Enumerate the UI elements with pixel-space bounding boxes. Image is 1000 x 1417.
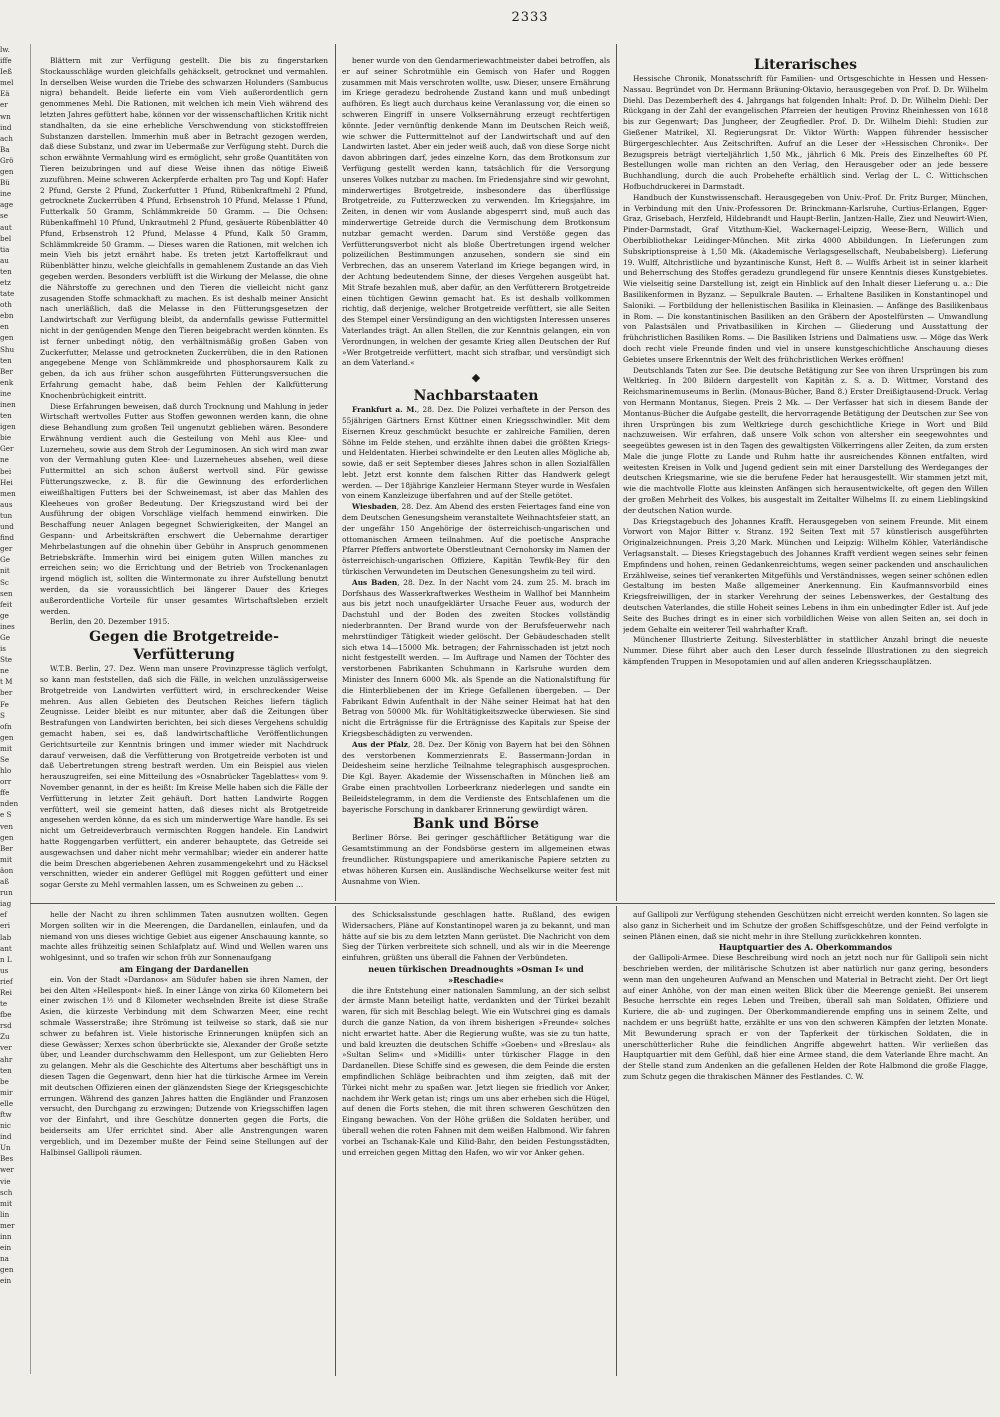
feuilleton-subhead: neuen türkischen Dreadnoughts »Osman I« und »Reschadie« [368,963,584,985]
news-text: Am Abend des ersten Feiertages fand eine von dem Deutschen Genesungsheim veranstaltete Weihnachtsfeier statt, an der ungefähr 150 Angehörige der österreichisch-ungarischen und ottomanischen Armeen teilnahmen. Auf die poetische Ansprache Pfarrer Pfeffers antwortete Oberstleutnant Cernohorsky im Namen der österreichisch-ungarischen Offiziere, Kapitän Tewfik-Bey für den türkischen Verwundeten im Deutschen Genesungsheim zu teil wird. [342,502,610,577]
section-rule [30,903,995,904]
stub-line: tun [0,510,13,520]
stub-line: mit [0,743,13,753]
stub-line: iag [0,899,12,909]
stub-line: wer [0,1165,14,1175]
stub-line: gen [0,167,14,177]
section-head-nachbarstaaten: Nachbarstaaten [413,388,539,405]
stub-line: fbe [0,1010,12,1020]
stub-line: mit [0,854,13,864]
feuilleton-paragraph: auf Gallipoli zur Verfügung stehenden Geschützen nicht erreicht werden konnten. So lagen sie also ganz in Sicherheit und im Schutze der großen Schiffsgeschütze, und der Feind verfolgte in seinen Plänen einen, daß sie nicht mehr in ihre Stellung zurückkehren konnten. [623,910,988,941]
news-text: Der König von Bayern hat bei den Söhnen des verstorbenen Kommerzienrats E. Bassermann-Jordan in Deidesheim seine herzliche Teilnahme telegraphisch ausgesprochen. Die Kgl. Bayer. Akademie der Wissenschaften in München ließ am Grabe einen prachtvollen Lorbeerkranz niederlegen und sandte ein Beileidstelegramm, in dem die Verdienste des Entschlafenen um die bayerische Forschung in dankbarer Erinnerung gewürdigt wären. [342,739,610,814]
stub-line: etz [0,277,11,287]
stub-line: n L [0,954,12,964]
stub-line: eri [0,921,10,931]
stub-line: Zu [0,1032,10,1042]
column-1-lower [40,910,328,1372]
stub-line: find [0,533,15,543]
stub-line: bie [0,433,12,443]
feuilleton-paragraph: der Gallipoli-Armee. Diese Beschreibung wird noch an jetzt noch nur für Gallipoli sein nicht beschrieben werden, der militärische Schutzen ist aber natürlich nur ganz gering, besonders wenn man den ungeheuren Aufwand an Menschen und Material in Betracht zieht. Der Ort liegt auf einer Anhöhe, von der man einen weiten Blick über die Meerenge genießt. Bei unserem Besuche herrschte ein reges Leben und Treiben, überall sah man Soldaten, Offiziere und Kuriere, die ab- und zugingen. Der Oberkommandierende empfing uns in seinem Zelte, und nachdem er uns begrüßt hatte, erzählte er uns von den schweren Kämpfen der letzten Monate. Mit Bewunderung sprach er von der Tapferkeit der türkischen Soldaten, die in unerschütterlicher Ruhe die feindlichen Angriffe abgewehrt hatten. Wir verließen das Hauptquartier mit dem Gefühl, daß hier eine Armee stand, die dem Vaterlande Ehre macht. An der Stelle stand zum Andenken an die gefallenen Helden der Rote Halbmond die große Flagge, zum Schutz gegen die thrakischen Männer des Festlandes. C. W. [623,953,988,1081]
stub-line: Rei [0,987,12,997]
stub-line: rsd [0,1021,12,1031]
news-place: Aus Baden [352,577,398,587]
stub-line: men [0,488,16,498]
column-rule [335,906,336,1376]
stub-line: en [0,322,9,332]
stub-line: bei [0,466,12,476]
stub-line: lw. [0,45,10,54]
stub-line: vie [0,1176,11,1186]
stub-line: e S [0,810,12,820]
stub-line: Ste [0,655,13,665]
stub-line: elle [0,1098,14,1108]
feuilleton-paragraph: ein. Von der Stadt »Dardanos« am Südufer haben sie ihren Namen, der bei den Alten »Hellespont« hieß. In einer Länge von zirka 60 Kilometern bei einer zwischen 1½ und 8 Kilometer wechselnden Breite ist diese Straße Asien, die kürzeste Verbindung mit dem Schwarzen Meer, eine recht schmale Wasserstraße; ihre Strömung ist teilweise so stark, daß sie nur schwer zu befahren ist. Viele historische Erinnerungen knüpfen sich an diese Gewässer; Xerxes schon überbrückte sie, Alexander der Große setzte über, und Leander durchschwamm den Hellespont, um zur Geliebten Hero zu gelangen. Mehr als die Geschichte des Altertums aber beschäftigt uns in diesen Tagen die Gegenwart, denn hier hat die türkische Armee im Verein mit deutschen Offizieren einen der glänzendsten Siege der Kriegsgeschichte errungen. Während des ganzen Jahres hatten die Engländer und Franzosen versucht, den Durchgang zu erzwingen; Dutzende von Kriegsschiffen lagen vor der Einfahrt, und ihre Geschütze donnerten gegen die Forts, die beiderseits am Ufer errichtet sind. Aber alle Anstrengungen waren vergeblich, und im Dezember mußte der Feind seine Stellungen auf der Halbinsel Gallipoli räumen. [40,974,328,1157]
stub-line: mel [0,78,14,88]
stub-line: te [0,999,8,1009]
stub-line: Ber [0,366,13,376]
stub-line: inen [0,400,16,409]
news-item: Wiesbaden, 28. Dez. Am Abend des ersten Feiertages fand eine von dem Deutschen Genesungsheim veranstaltete Weihnachtsfeier statt, an der ungefähr 150 Angehörige der österreichisch-ungarischen und ottomanischen Armeen teilnahmen. Auf die poetische Ansprache Pfarrer Pfeffers antwortete Oberstleutnant Cernohorsky im Namen der österreichisch-ungarischen Offiziere, Kapitän Tewfik-Bey für den türkischen Verwundeten im Deutschen Genesungsheim zu teil wird. [342,502,610,577]
stub-line: ebn [0,311,14,321]
article-paragraph: Berliner Börse. Bei geringer geschäftlicher Betätigung war die Gesamtstimmung an der Fondsbörse gestern im allgemeinen etwas freundlicher. Rüstungspapiere und amerikanische Papiere setzten zu etwas höheren Kursen ein. Ausländische Wechselkurse weiter fest mit Ausnahme von Wien. [342,833,610,886]
stub-line: aß [0,877,10,887]
stub-line: Grö [0,155,14,165]
stub-line: Bü [0,178,10,188]
stub-line: S [0,710,5,720]
stub-line: ne [0,666,9,676]
column-2-lower [342,910,610,1372]
stub-line: nit [0,566,10,576]
stub-line: ef [0,910,7,920]
stub-line: Sc [0,577,9,587]
stub-line: Ge [0,632,10,642]
stub-line: ten [0,1065,12,1075]
news-item: Aus Baden, 28. Dez. In der Nacht vom 24. zum 25. M. brach im Dorfshaus des Wasserkraftwerkes Westheim in Wallhof bei Mannheim aus bis jetzt noch unaufgeklärter Ursache Feuer aus, wodurch der Dachstuhl und der Boden des zweiten Stockes vollständig niederbrannten. Der Brand wurde von der Berufsfeuerwehr nach mehrstündiger Tätigkeit wieder gelöscht. Der Gebäudeschaden stellt sich etwa 14—15000 Mk. betragen; der Fahrnisschaden ist jetzt noch nicht festgestellt werden. — Im Auftrage und Namen der Töchter des verstorbenen Fabrikanten Schuhmann in Karlsruhe wurden dem Minister des Innern 6000 Mk. als Spende an die Nationalstiftung für die Hinterbliebenen der im Kriege Gefallenen übergeben. — Der Fabrikant Edwin Aufenthalt in der Nähe seiner Heimat hat hat den Betrag von 50000 Mk. für Wohltätigkeitszwecke überwiesen. Sie sind nicht die Erträgnisse für die Erträgnisse des Kapitals zur Speise der Kriegsbeschädigten zu verwenden. [342,577,610,739]
stub-line: ten [0,411,12,421]
stub-line: Eä [0,89,10,99]
review-paragraph: Handbuch der Kunstwissenschaft. Herausgegeben von Univ.-Prof. Dr. Fritz Burger, München, in Verbindung mit den Univ.-Professoren Dr. Brinckmann-Karlsruhe, Curtius-Erlangen, Egger-Graz, Grisebach, Herzfeld, Hildebrandt und Haupt-Berlin, Jantzen-Halle, Ziez und Neuwirt-Wien, Pinder-Darmstadt, Graf Vitzthum-Kiel, Wackernagel-Leipzig, Weese-Bern, Willich und Oberbibliothekar Leidinger-München. Mit zirka 4000 Abbildungen. In Lieferungen zum Subskriptionspreise à 1,50 Mk. (Akademische Verlagsgesellschaft, Neubabelsberg). Lieferung 19. Wulff, Altchristliche und byzantinische Kunst, Heft 8. — Wulffs Arbeit ist in seiner klarheit und Beherrschung des Stoffes geradezu grundlegend für unsere Kenntnis dieses Kunstgebietes. Wie vielseitig seine Darstellung ist, zeigt ein Hinblick auf den Inhalt dieser Lieferung u. a.: Die Basilikenformen in Byzanz. — Sepulkrale Bauten. — Erhaltene Basiliken in Konstantinopel und Saloniki. — Fortbildung der hellenistischen Basilika in Kleinasien. — Anfänge des Basilikenbaus in Rom. — Die konstantinischen Basiliken an den Gräbern der Apostelfürsten — Umwandlung von Palastsälen und Privatbasiliken in Kirchen — Gliederung und Ausstattung der frühchristlichen Basiliken Roms. — Die Basiliken Istriens und Dalmatiens usw. — Möge das Werk doch recht viele Freunde finden und viel in unsere kunstgeschichtliche Anschauung dieses Gebietes unsere Erkenntnis der Welt des frühchristlichen Werkes eröffnen! [623,192,988,364]
section-head-literarisches: Literarisches [753,57,858,73]
stub-line: lab [0,932,12,942]
stub-line: Ber [0,843,13,853]
stub-line: se [0,211,8,221]
feuilleton-paragraph: die ihre Entstehung einer nationalen Sammlung, an der sich selbst der ärmste Mann beteiligt hatte, verdankten und der Türkei bezahlt waren, für sich mit Beschlag belegt. Wie ein Wutschrei ging es damals durch die ganze Nation, da von ihrem bisherigen »Freunde« solches nicht erwartet hatte. Aber die Regierung wußte, was sie zu tun hatte, und bald kreuzten die deutschen Schiffe »Goeben« und »Breslau« als »Sultan Selim« und »Midilli« unter türkischer Flagge in den Dardanellen. Diese Schiffe sind es gewesen, die dem Feinde die ersten empfindlichen Schläge beibrachten und ihm zeigten, daß mit der Türkei nicht mehr zu spaßen war. Jetzt liegen sie friedlich vor Anker, nachdem ihr Werk getan ist; rings um uns aber erheben sich die Hügel, auf denen die Forts stehen, die mit ihren schweren Geschützen den Eingang bewachen. Von der Höhe grüßen die Soldaten herüber, und überall wehen die roten Fahnen mit dem weißen Halbmond. Wir fahren vorbei an Tschanak-Kale und Kilid-Bahr, den beiden Festungsstädten, und erreichen gegen Mittag den Hafen, wo wir vor Anker gehen. [342,985,610,1157]
stub-line: wn [0,111,11,121]
stub-line: Hei [0,477,13,487]
stub-line: aus [0,499,13,509]
review-paragraph: Hessische Chronik, Monatsschrift für Familien- und Ortsgeschichte in Hessen und Hessen-Nassau. Begründet von Dr. Hermann Bräuning-Oktavio, herausgegeben von Prof. D. Dr. Wilhelm Diehl. Das Dezemberheft des 4. Jahrgangs hat folgenden Inhalt: Prof. D. Dr. Wilhelm Diehl: Der Rückgang in der Zahl der evangelischen Pfarreien der heutigen Provinz Rheinhessen von 1618 bis zur Gegenwart; Das Jungheer, der Zeugfiedler. Prof. D. Dr. Wilhelm Diehl: Studien zur Gießener Matrikel, XI. Regierungsrat Dr. Viktor Würth: Wappen führender hessischer Bürgergeschlechter. Aus Zeitschriften. Aufruf an die Leser der »Hessischen Chronik«. Der Bezugspreis beträgt vierteljährlich 1,50 Mk., jährlich 6 Mk. Preis des Einzelheftes 60 Pf. Bestellungen wolle man richten an den Verlag, den Herausgeber oder an jede bessere Buchhandlung, durch die auch Probehefte erhältlich sind. Verlag der L. C. Wittichschen Hofbuchdruckerei in Darmstadt. [623,74,988,191]
article-paragraph: Diese Erfahrungen beweisen, daß durch Trocknung und Mahlung in jeder Wirtschaft wertvolles Futter aus Stoffen gewonnen werden kann, die ohne diese Behandlung zum großen Teil ungenutzt geblieben wären. Besondere Erwähnung verdient auch die Gesteilung von Mehl aus Klee- und Luzerneheu, sowie aus dem Stroh der Leguminosen. An sich wird man zwar von der Vermahlung guten Klee- und Luzerneheues absehen, weil diese Futtermittel an sich schon äußerst wertvoll sind. Für gewisse Fütterungszwecke, z. B. für die Gewinnung des erforderlichen eiweißhaltigen Futters bei der Schweinemast, ist aber das Mahlen des Kleeheues von großer Bedeutung. Der Kriegszustand wird bei der Ausführung der obigen Vorschläge vielfach hemmend einwirken. Die Beschaffung neuer Anlagen begegnet Schwierigkeiten, der Mangel an Gespann- und Arbeitskräften erschwert die Uebernahme derartiger Mehrbelastungen auf die ohnehin über Gebühr in Anspruch genommenen Betriebskräfte. Immerhin wird bei einigem guten Willen manches zu erreichen sein; wo die Errichtung und der Betrieb von Trockenanlagen irgend möglich ist, sollten die Wintermonate zu ihrer Aufstellung benutzt werden, da sie voraussichtlich bei längerer Dauer des Krieges außerordentliche Vorteile für unser gesamtes Wirtschaftsleben erzielt werden. [40,401,328,616]
news-place: Frankfurt a. M. [352,405,417,415]
stub-line: ind [0,1132,12,1142]
stub-line: ge [0,610,9,620]
feuilleton-paragraph: helle der Nacht zu ihren schlimmen Taten ausnutzen wollten. Gegen Morgen sollten wir in die Meerengen, die Dardanellen, einlaufen, und da niemand von uns dieses wichtige Gebiet aus eigener Anschauung kannte, so machte alles frühzeitig seinen Schlafplatz auf. Wind und Wellen waren uns wohlgesinnt, und so trafen wir schon früh zur Sonnenaufgang [40,910,328,963]
stub-line: ant [0,943,12,953]
article-paragraph: bener wurde von den Gendarmeriewachtmeister dabei betroffen, als er auf seiner Schrotmühle ein Gemisch von Hafer und Roggen zusammen mit Mais verschroten wollte, usw. Dieser, unsere Ernährung im Kriege geradezu bedrohende Zustand kann und muß unbedingt aufhören. Es liegt auch durchaus keine Veranlassung vor, die einen so schweren Eingriff in unsere Volksernährung erzeugt rechtfertigen könnte. Jeder vernünftig denkende Mann im Deutschen Reich weiß, wie schwer die Futtermittelnot auf der Landwirtschaft und auf den Landwirten lastet. Aber ein jeder weiß auch, daß von diese Sorge nicht davon abbringen darf, jedes einzelne Korn, das dem Brotkonsum zur Verfügung gestellt werden kann, tatsächlich für die Versorgung unseres Volkes nutzbar zu machen. Im Friedensjahre sind wir gewohnt, minderwertiges Brotgetreide, insbesondere das überflüssige Brotgetreide, zu Futterzwecken zu verwenden. Im Kriegsjahre, im Zeiten, in denen wir vom Auslande abgesperrt sind, muß auch das minderwertige Getreide durch die Vermischung dem Brotkonsum nutzbar gemacht werden. Darum sind Verstöße gegen das Verfütterungsverbot nicht als bloße Übertretungen irgend welcher polizeilichen Bestimmungen anzusehen, sondern sie sind ein Verbrechen, das an unserem Vaterland im Kriege begangen wird, in der Achtung bedeutendem Sinne, der dieses Vergehen ausgeübt hat. Mit Strafe bezahlen muß, aber dafür, an den Verfütterern Brotgetreide einen tüchtigen Gewinn gemacht hat. Es ist deshalb vollkommen richtig, daß derjenige, welcher Brotgetreide verfüttert, sie alle Seiten des Stempel einer Versündigung an den wichtigsten Interessen unseres Vaterlandes trägt. An allen Stellen, die zur Kenntnis gelangen, ein von Verordnungen, in welchen der gesamte Krieg allen Deutschen der Ruf »Wer Brotgetreide verfüttert, macht sich strafbar, und versündigt sich an dem Vaterland.« [342,56,610,368]
stub-line: ach [0,133,13,143]
stub-line: sen [0,588,13,598]
stub-line: ten [0,355,12,365]
stub-line: is [0,644,6,654]
news-place: Aus der Pfalz [352,739,408,749]
article-paragraph: W.T.B. Berlin, 27. Dez. Wenn man unsere Provinzpresse täglich verfolgt, so kann man feststellen, daß sich die Fälle, in welchen unzulässigerweise Brotgetreide von Landwirten verfüttert wird, in erschreckender Weise mehren. Aus allen Gebieten des Deutschen Reiches liefern täglich Zeugnisse. Leider bleibt es nur mitunter, aber daß die Zeitungen über Bestrafungen von Landwirten berichten, bei sich dieses Vergehens schuldig gemacht haben, sei es, daß landwirtschaftliche Veröffentlichungen Gerichtsurteile zur Kenntnis bringen und immer wieder mit Nachdruck darauf verweisen, daß die Verfütterung von Brotgetreide verboten ist und daß Uebertretungen streng bestraft werden. Um ein Beispiel aus vielen herauszugreifen, sei eine Mitteilung des »Osnabrücker Tageblattes« vom 9. November genannt, in der es heißt: Im Kreise Melle haben sich die Fälle der Verfütterung in letzter Zeit gehäuft. Dort hatten Landwirte Roggen verfüttert, weil sie gemeint hatten, daß dieses nicht als Brotgetreide angesehen werden könne, da es sich um minderwertige Ware handle. Es sei nicht um Getreideverbrauch vermischten Roggen handele. Ein Landwirt hatte Roggengarben verfüttert, ein anderer behauptete, das Getreide sei ausgewachsen und daher nicht mehr vermahlbar; wieder ein anderer hatte die beim Dreschen abgeriebenen Aehren zusammengekehrt und zu Häcksel verschnitten, wieder ein anderer Geflügel mit Roggen gefüttert und einer sogar Gerste zu Mehl vermahlen lassen, um es Schweinen zu geben … [40,664,328,890]
stub-line: Shu [0,344,15,354]
column-2-upper [342,56,610,899]
stub-line: igen [0,422,16,432]
stub-line: gen [0,1265,14,1275]
stub-line: ven [0,821,13,831]
stub-line: er [0,100,8,110]
stub-line: feit [0,599,13,609]
article-paragraph: Blättern mit zur Verfügung gestellt. Die bis zu fingerstarken Stockausschläge wurden gleichfalls gehäckselt, getrocknet und vermahlen. In derselben Weise wurden die Triebe des schwarzen Holunders (Sambucus nigra) behandelt. Beide lieferte ein vom Vieh außerordentlich gern genommenes Mehl. Die Rationen, mit welchen ich mein Vieh während des letzten Jahres gefüttert habe, können vor der wissenschaftlichen Kritik nicht standhalten, da sie eine erhebliche Verschwendung von stickstofffreien Substanzen darstellen. Immerhin muß aber in Betracht gezogen werden, daß diese Substanz, und zwar im Uebermaße zur Verfügung steht. Durch die schon erwähnte Vermahlung wird es ermöglicht, sehr große Quantitäten von Tieren beizubringen und auf diese Weise ihnen das nötige Eiweiß zuzuführen. Meine schweren Ackerpferde erhalten pro Tag und Kopf: Hafer 2 Pfund, Gerste 2 Pfund, Zuckerfutter 1 Pfund, Rübenkraftmehl 2 Pfund, getrocknete Zuckerrüben 4 Pfund, Erbsenstroh 10 Pfund, Melasse 1 Pfund, Futterkalk 50 Gramm, Schlämmkreide 50 Gramm. — Die Ochsen: Rübenkaffmehl 10 Pfund, Unkrautmehl 2 Pfund, gesäuerte Rübenblätter 40 Pfund, Erbsenstroh 12 Pfund, Melasse 4 Pfund, Kalk 50 Gramm, Schlämmkreide 50 Gramm. — Dieses waren die Rationen, mit welchen ich mein Vieh bis jetzt ernährt habe. Es treten jetzt Kartoffelkraut und Rübenblätter hinzu, welche gleichfalls in gemahlenem Zustande an das Vieh gegeben werden. Besonders verblüfft ist die Wirkung der Melasse, die ohne die Nährstoffe zu gerechnen und den Tieren die vielleicht nicht ganz zusagenden Stoffe schmackhaft zu machen. Es ist deshalb meiner Ansicht nach unerläßlich, daß die Melasse in den Fütterungsgesetzen der Landwirtschaft zur Verfügung bleibt, da andernfalls gewisse Futtermittel nicht in der genügenden Menge den Tieren beigebracht werden könnten. Es ist ferner unbedingt nötig, den verhältnismäßig großen Gaben von Zuckerfutter, Melasse und getrockneten Zuckerrüben, die in den Rationen angegebene Menge von Schlämmkreide und phosphorsaurem Kalk zu geben, da ich aus früher schon ausgeführten Fütterungsversuchen die Erfahrung gemacht habe, daß beim Fehlen der Kalkfütterung Knochenbrüchigkeit eintritt. [40,56,328,400]
stub-line: hlo [0,766,12,776]
feuilleton-paragraph: des Schicksalsstunde geschlagen hatte. Rußland, des ewigen Widersachers, Pläne auf Konstantinopel waren ja zu bekannt, und man hätte auf sie bis zu dem letzten Mann gerüstet. Die Nachricht von dem Sieg der Türken verbreitete sich schnell, und als wir in die Meerenge einfuhren, grüßten uns überall die Fahnen der Verbündeten. [342,910,610,963]
stub-line: Fe [0,699,9,709]
stub-line: na [0,1254,9,1264]
review-paragraph: Das Kriegstagebuch des Johannes Krafft. Herausgegeben von seinem Freunde. Mit einem Vorwort von Major Bitter v. Stranz. 192 Seiten Text mit 57 künstlerisch ausgeführten Originalzeichnungen. Preis 3,20 Mark. München und Leipzig: Wilhelm Köhler, Vaterländische Verlagsanstalt. — Dieses Kriegstagebuch des Johannes Krafft verdient wegen seines sehr feinen Empfindens und hohen, reinen Gedankenreichtums, wegen seiner packenden und anschaulichen Erzählweise, seines tief verankerten Mitgefühls und Verständnisses, wegen seiner schönen edlen Gestaltung im besten Maße allgemeiner Anerkennung. Ein Kaufmannsvorbild eines Kriegsfreiwilligen, der in starker Verehrung der seines Lebenswerkes, der Gestaltung des deutschen Vaterlandes, die stille Hoheit seines Lebens in ihm ein unbedingter Edler ist. Auf jede Seite des Buches dringt es in einer sich vorbildlichen Weise von allen Seiten an, sei doch in jedem Gehalte ein weiterer Teil wahrhafter Kraft. [623,516,988,634]
stub-line: ahr [0,1054,13,1064]
column-rule [335,44,336,901]
stub-line: aut [0,222,12,232]
stub-line: ind [0,122,12,132]
news-date: 28. Dez. [422,405,454,415]
stub-line: be [0,1076,9,1086]
stub-line: und [0,522,14,532]
review-paragraph: Münchener Illustrierte Zeitung. Silvesterblätter in stattlicher Anzahl bringt die neueste Nummer. Diese führt aber auch den Leser durch fesselnde Illustrationen zu den siegreich kämpfenden Truppen in Mesopotamien und auf allen anderen Kriegsschauplätzen. [623,635,988,667]
stub-line: Ieß [0,67,12,77]
stub-line: tate [0,289,15,299]
stub-line: age [0,200,14,210]
stub-line: ger [0,544,13,554]
news-text: In der Nacht vom 24. zum 25. M. brach im Dorfshaus des Wasserkraftwerkes Westheim in Wallhof bei Mannheim aus bis jetzt noch unaufgeklärter Ursache Feuer aus, wodurch der Dachstuhl und der Boden des zweiten Stockes vollständig niederbrannten. Der Brand wurde von der Berufsfeuerwehr nach mehrstündiger Tätigkeit wieder gelöscht. Der Gebäudeschaden stellt sich etwa 14—15000 Mk. betragen; der Fahrnisschaden ist jetzt noch nicht festgestellt werden. — Im Auftrage und Namen der Töchter des verstorbenen Fabrikanten Schuhmann in Karlsruhe wurden dem Minister des Innern 6000 Mk. als Spende an die Nationalstiftung für die Hinterbliebenen der im Kriege Gefallenen übergeben. — Der Fabrikant Edwin Aufenthalt in der Nähe seiner Heimat hat hat den Betrag von 50000 Mk. für Wohltätigkeitszwecke überwiesen. Sie sind nicht die Erträgnisse für die Erträgnisse des Kapitals zur Speise der Kriegsbeschädigten zu verwenden. [342,577,610,739]
review-paragraph: Deutschlands Taten zur See. Die deutsche Betätigung zur See von ihren Ursprüngen bis zum Weltkrieg. In 200 Bildern dargestellt von Kapitän z. S. a. D. Wittmer, Vorstand des Reichsmarinemuseums in Berlin. (Monaus-Bücher, Band 8.) Erster Dreißigtausend-Druck. Verlag von Hermann Montanus, Siegen. Preis 2 Mk. — Der Verfasser hat sich in diesem Bande der Montanus-Bücher die Aufgabe gestellt, die hervorragende Betätigung der Deutschen zur See von ihren Ursprüngen bis zum Weltkriege durch geschichtliche Kriege in Wort und Bild nachzuweisen. Wir erfahren, daß unsere Volk schon von altersher ein seegewohntes und seegeübtes gewesen ist in den Tagen des gewaltigsten Völkerringens aller Zeiten, da zum ersten Male die junge Flotte zu Lande und Ruhm hatte ihr ausreichendes Können entfalten, wird weitesten Kreisen in Volk und Jugend gedient sein mit einer Darstellung des Werdeganges der deutschen Kriegsmarine, wie sie die berufene Feder hat herausgestellt. Wir stammen jetzt mit, wie die machtvolle Flotte aus kleinsten Anfängen sich herausentwickelte, oft gegen den Willen der großen Mehrheit des Volkes, bis ausgestalt im Zeitalter Wilhelms II. zu einem Lieblingskind der deutschen Nation wurde. [623,365,988,515]
stub-line: nic [0,1121,11,1131]
stub-line: mer [0,1220,15,1230]
stub-line: enk [0,377,14,387]
dateline: Berlin, den 20. Dezember 1915. [50,617,170,627]
stub-line: bel [0,233,12,243]
headline-brotgetreide: Gegen die Brotgetreide-Verfütterung [89,629,279,664]
stub-line: lin [0,1209,10,1219]
stub-line: au [0,255,9,265]
separator-ornament: ◆ [471,371,481,385]
stub-line: ein [0,1276,12,1286]
stub-line: ffe [0,788,10,798]
stub-line: Bes [0,1154,14,1164]
stub-line: Ge [0,555,10,565]
stub-line: ine [0,388,12,398]
stub-line: ftw [0,1110,12,1119]
stub-line: ber [0,688,13,698]
column-1-upper [40,56,328,899]
news-item: Frankfurt a. M., 28. Dez. Die Polizei verhaftete in der Person des 55jährigen Gärtners Ernst Küttner einen Kriegsschwindler. Mit dem Eisernen Kreuz geschmückt besuchte er zahlreiche Familien, deren Söhne im Felde stehen, und erzählte ihnen dabei die größten Kriegs- und Heldentaten. Hierbei schwindelte er den Leuten alles Mögliche ab, sowie, daß er seit September dieses Jahres schon in allen Sozialfällen lebt. Jetzt erst konnte dem falschen Ritter das Handwerk gelegt werden. — Der 18jährige Kanzleier Hermann Steyer wurde in Wesfalen von einem Kanzleizuge überfahren und auf der Stelle getötet. [342,405,610,501]
column-rule [616,906,617,1376]
news-date: 28. Dez. [403,577,436,587]
feuilleton-subhead: Hauptquartier des A. Oberkommandos [718,942,893,953]
stub-line: gen [0,732,14,742]
stub-line: gen [0,832,14,842]
news-date: 28. Dez. [413,739,445,749]
stub-line: iffe [0,56,12,66]
news-text: Die Polizei verhaftete in der Person des 55jährigen Gärtners Ernst Küttner einen Kriegsschwindler. Mit dem Eisernen Kreuz geschmückt besuchte er zahlreiche Familien, deren Söhne im Felde stehen, und erzählte ihnen dabei die größten Kriegs- und Heldentaten. Hierbei schwindelte er den Leuten alles Mögliche ab, sowie, daß er seit September dieses Jahres schon in allen Sozialfällen lebt. Jetzt erst konnte dem falschen Ritter das Handwerk gelegt werden. — Der 18jährige Kanzleier Hermann Steyer wurde in Wesfalen von einem Kanzleizuge überfahren und auf der Stelle getötet. [342,405,610,501]
column-rule [616,44,617,901]
column-3-lower [623,910,988,1372]
stub-line: Ba [0,144,10,154]
page-number: 2333 [511,10,549,25]
column-3-upper [623,56,988,899]
column-rule [30,44,31,1374]
stub-line: oth [0,300,12,310]
stub-line: ein [0,1243,12,1253]
stub-line: ne [0,455,9,465]
stub-line: ines [0,621,15,631]
stub-line: tia [0,244,10,254]
stub-line: Ger [0,444,14,454]
feuilleton-subhead: am Eingang der Dardanellen [119,963,249,974]
stub-line: mit [0,1198,13,1208]
stub-line: Un [0,1143,11,1153]
news-date: 28. Dez. [401,502,433,512]
stub-line: ine [0,189,12,199]
section-head-bank: Bank und Börse [412,816,539,833]
stub-line: inn [0,1232,12,1242]
stub-line: us [0,965,9,975]
stub-line: mir [0,1087,13,1097]
stub-line: t M [0,677,13,687]
news-place: Wiesbaden [352,502,397,512]
stub-line: äon [0,865,14,875]
left-margin-stub-column [0,44,28,1374]
stub-line: nden [0,799,19,809]
stub-line: ofn [0,721,12,731]
stub-line: sch [0,1187,13,1197]
stub-line: orr [0,777,12,787]
news-item: Aus der Pfalz, 28. Dez. Der König von Bayern hat bei den Söhnen des verstorbenen Kommerzienrats E. Bassermann-Jordan in Deidesheim seine herzliche Teilnahme telegraphisch ausgesprochen. Die Kgl. Bayer. Akademie der Wissenschaften in München ließ am Grabe einen prachtvollen Lorbeerkranz niederlegen und sandte ein Beileidstelegramm, in dem die Verdienste des Entschlafenen um die bayerische Forschung in dankbarer Erinnerung gewürdigt wären. [342,739,610,814]
stub-line: Se [0,755,10,764]
stub-line: ver [0,1043,12,1053]
stub-line: gen [0,333,14,343]
stub-line: run [0,888,13,898]
stub-line: rief [0,976,13,986]
stub-line: ten [0,266,12,276]
